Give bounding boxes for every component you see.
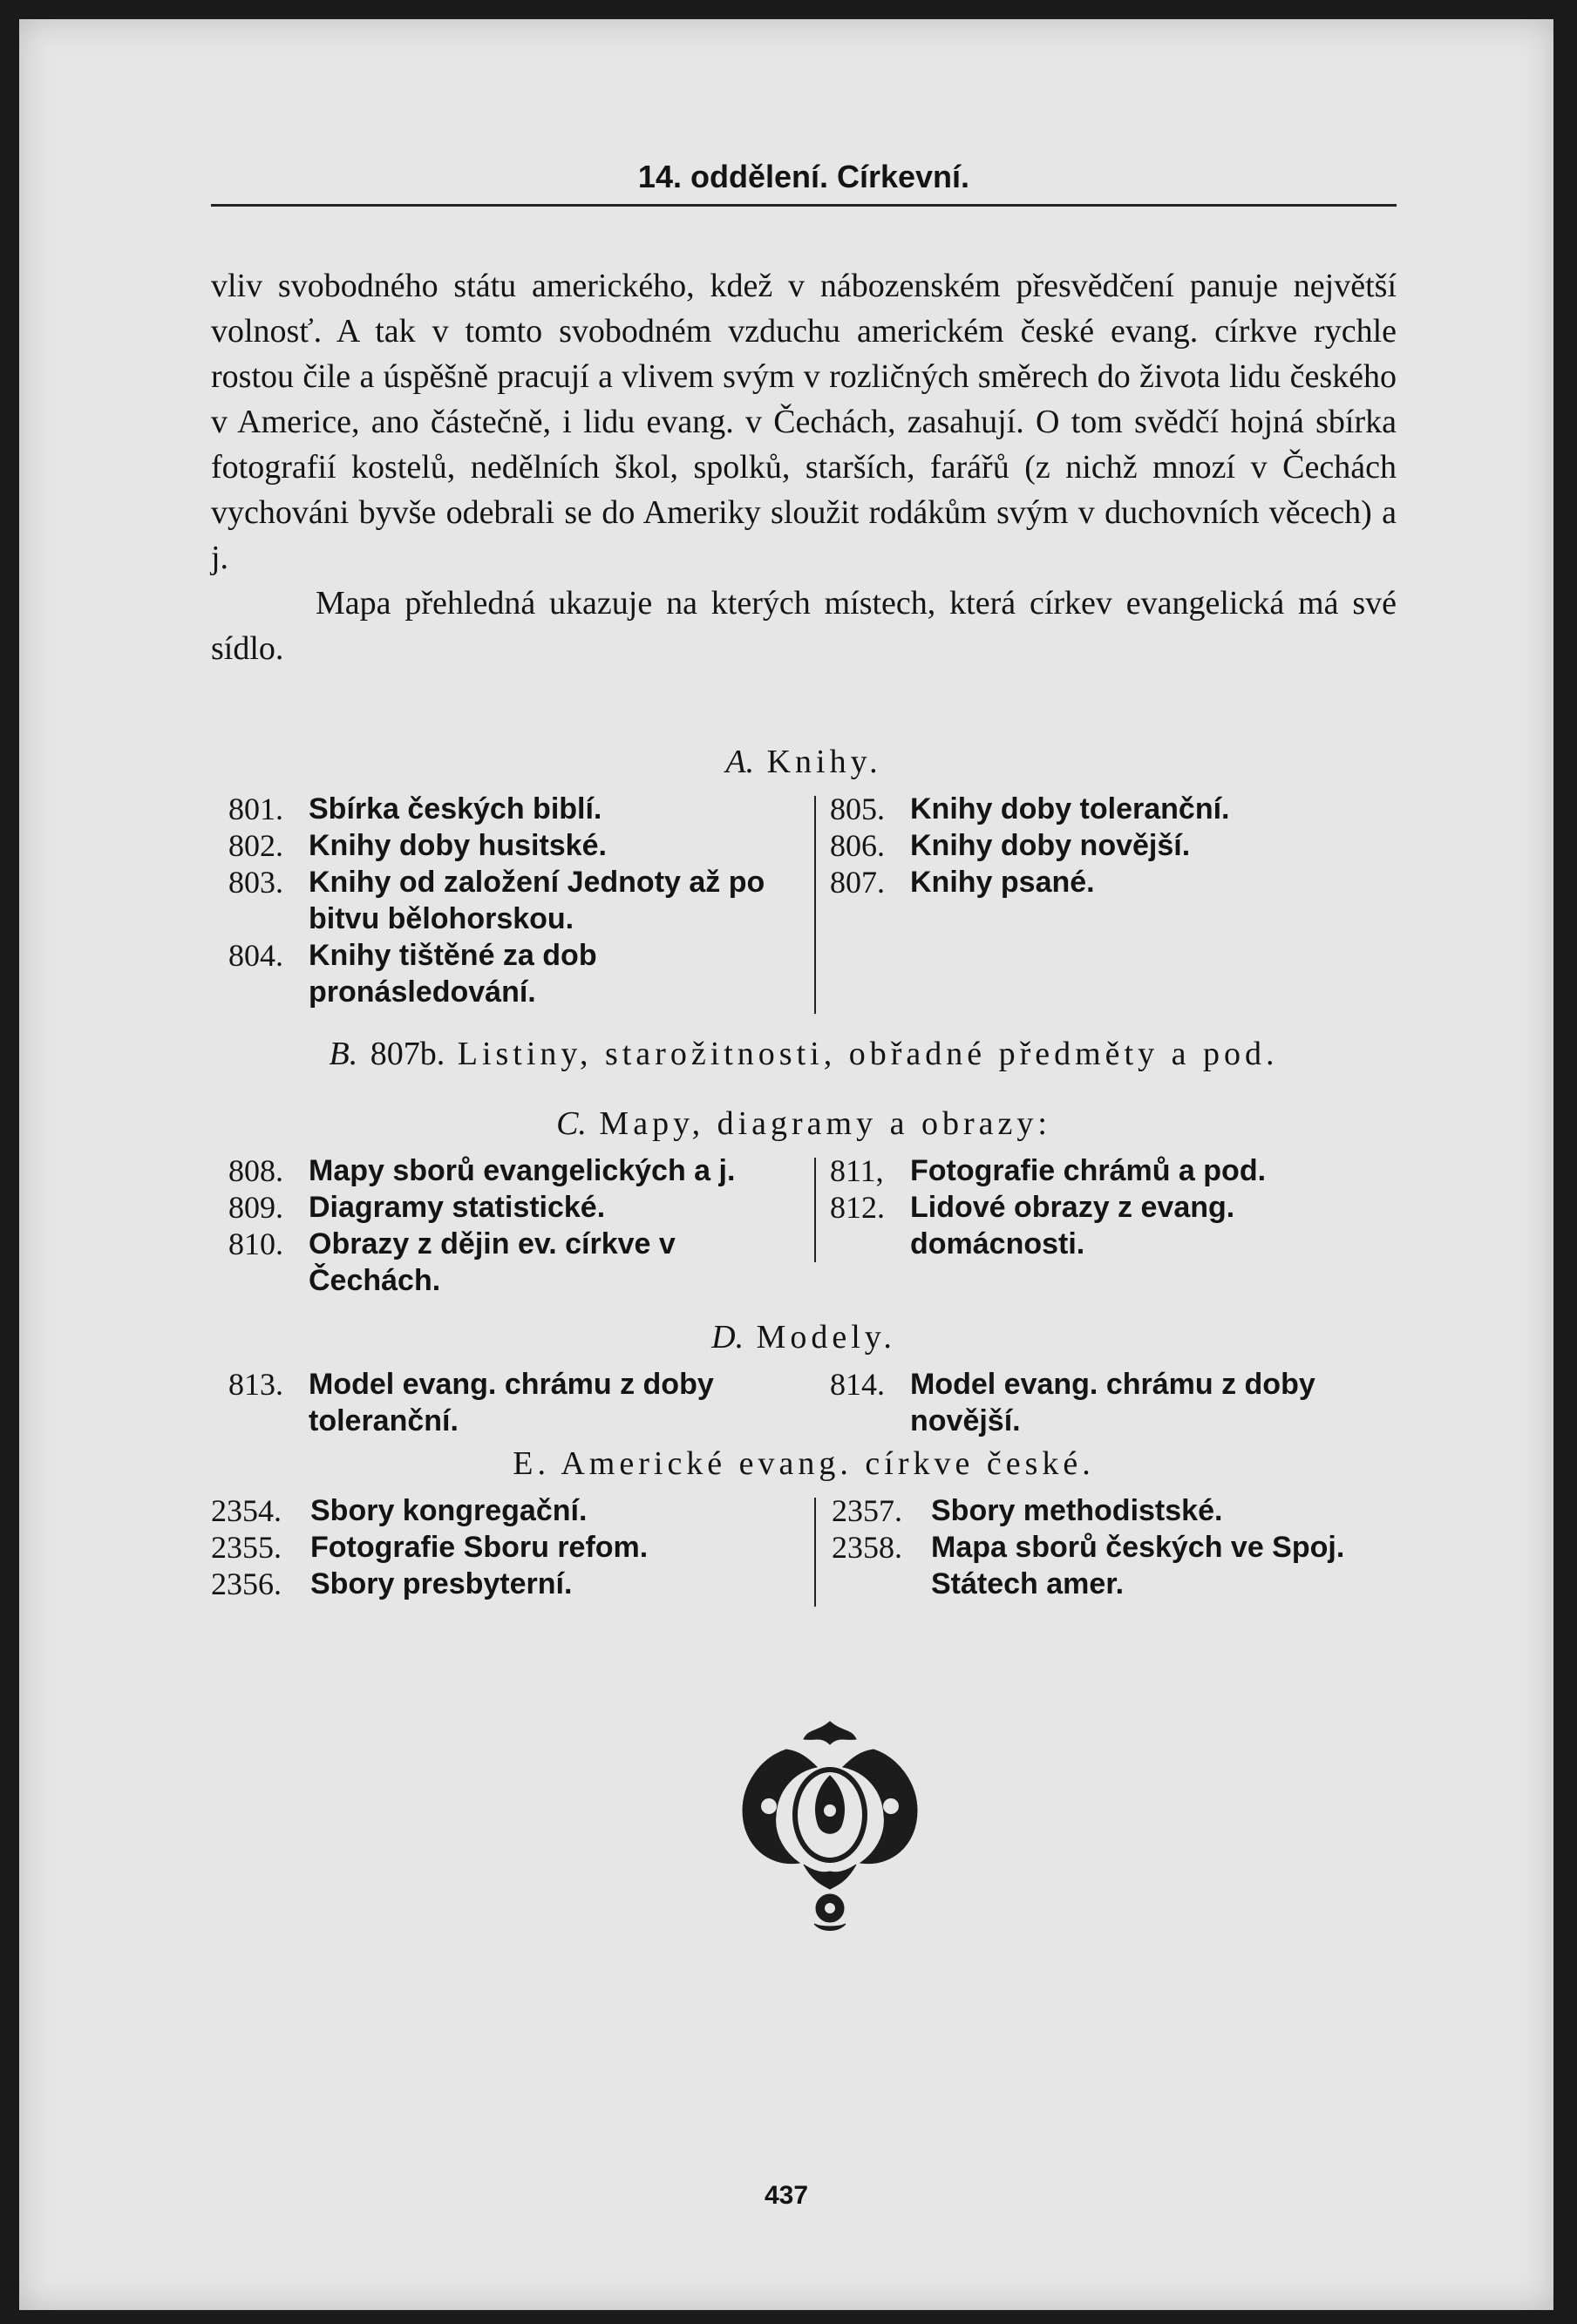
list-item (830, 1189, 1414, 1262)
item-number: 807. (830, 865, 885, 900)
section-a-left-column (228, 791, 795, 1010)
item-text: Knihy tištěné za dob pronásledování. (309, 939, 597, 1009)
page (19, 19, 1553, 2310)
section-d-letter: D. (711, 1319, 744, 1356)
list-item (228, 864, 795, 937)
section-c-letter: C. (556, 1105, 587, 1142)
section-b-title: Listiny, starožitnosti, obřadné předměty a pod. (457, 1036, 1279, 1072)
item-text: Obrazy z dějin ev. církve v Čechách. (309, 1227, 676, 1297)
item-text: Knihy doby toleranční. (910, 792, 1230, 826)
item-number: 804. (228, 938, 283, 973)
list-item (830, 1366, 1414, 1439)
list-item (832, 1492, 1398, 1529)
item-text: Mapy sborů evangelických a j. (309, 1154, 736, 1187)
item-text: Model evang. chrámu z doby novější. (910, 1368, 1315, 1437)
section-a-right-column (830, 791, 1414, 900)
item-number: 2355. (211, 1530, 282, 1565)
section-a-title: Knihy. (766, 744, 882, 780)
item-number: 2358. (832, 1530, 902, 1565)
item-text: Fotografie chrámů a pod. (910, 1154, 1267, 1187)
section-b-number: 807b. (370, 1036, 445, 1072)
section-c-left-column (228, 1152, 795, 1299)
item-number: 801. (228, 792, 283, 826)
item-number: 2354. (211, 1493, 282, 1528)
item-text: Fotografie Sboru refom. (310, 1531, 649, 1564)
floral-ornament-icon (734, 1715, 926, 1937)
list-item (830, 791, 1414, 827)
item-number: 808. (228, 1153, 283, 1188)
header-rule (211, 204, 1397, 207)
list-item (228, 1226, 795, 1299)
item-text: Knihy doby husitské. (309, 829, 607, 862)
item-text: Model evang. chrámu z doby toleranční. (309, 1368, 714, 1437)
column-divider (814, 796, 816, 1014)
section-b-letter: B. (329, 1036, 358, 1072)
item-text: Sbory methodistské. (931, 1494, 1223, 1527)
list-item (211, 1566, 778, 1602)
column-divider (814, 1158, 816, 1262)
section-e-left-column (211, 1492, 778, 1602)
item-number: 814. (830, 1367, 885, 1402)
item-number: 806. (830, 828, 885, 863)
list-item (830, 827, 1414, 864)
column-divider (814, 1498, 816, 1607)
section-e-heading: E. Americké evang. církve české. (513, 1445, 1095, 1482)
item-text: Knihy psané. (910, 866, 1095, 899)
list-item (228, 1152, 795, 1189)
item-text: Knihy od založení Jednoty až po bitvu bělohorskou. (309, 866, 765, 935)
item-text: Mapa sborů českých ve Spoj. Státech amer. (931, 1531, 1345, 1600)
page-number: 437 (764, 2181, 809, 2210)
section-e-right-column (832, 1492, 1398, 1602)
list-item (228, 827, 795, 864)
list-item (228, 791, 795, 827)
item-text: Lidové obrazy z evang. domácnosti. (910, 1191, 1235, 1261)
section-a-heading (211, 743, 1397, 781)
section-c-heading (211, 1104, 1397, 1143)
item-text: Sbírka českých biblí. (309, 792, 602, 826)
item-number: 810. (228, 1227, 283, 1261)
list-item (228, 1189, 795, 1226)
page-header: 14. oddělení. Církevní. (637, 159, 970, 194)
item-text: Diagramy statistické. (309, 1191, 606, 1224)
intro-paragraph-1: vliv svobodného státu amerického, kdež v nábozenském přesvědčení panuje největší volnosť. A tak v tomto svobodném vzduchu americkém české evang. církve rychle rostou čile a úspěšně pracují a vlivem svým v rozličných směrech do života lidu českého v Americe, ano částečně, i lidu evang. v Čechách, zasahují. O tom svědčí hojná sbírka fotografií kostelů, nedělních škol, spolků, starších, farářů (z nichž mnozí v Čechách vychováni byvše odebrali se do Ameriky sloužit rodákům svým v duchovních věcech) a j. (211, 268, 1397, 576)
section-b-heading (211, 1035, 1397, 1073)
item-number: 2356. (211, 1566, 282, 1601)
list-item (830, 864, 1414, 900)
item-number: 2357. (832, 1493, 902, 1528)
item-text: Knihy doby novější. (910, 829, 1191, 862)
intro-text (211, 263, 1397, 671)
item-number: 812. (830, 1190, 885, 1225)
section-c-right-column (830, 1152, 1414, 1262)
item-text: Sbory presbyterní. (310, 1567, 573, 1600)
list-item (228, 1366, 795, 1439)
section-a-letter: A. (725, 744, 755, 780)
list-item (211, 1492, 778, 1529)
item-number: 809. (228, 1190, 283, 1225)
section-d-title: Modely. (756, 1319, 896, 1356)
item-text: Sbory kongregační. (310, 1494, 588, 1527)
intro-paragraph-2: Mapa přehledná ukazuje na kterých místech, která církev evangelická má své sídlo. (211, 585, 1397, 667)
item-number: 802. (228, 828, 283, 863)
list-item (211, 1529, 778, 1566)
section-d-right-column (830, 1366, 1414, 1439)
list-item (832, 1529, 1398, 1602)
item-number: 803. (228, 865, 283, 900)
section-c-title: Mapy, diagramy a obrazy: (599, 1105, 1051, 1142)
section-d-left-column (228, 1366, 795, 1439)
section-d-heading (211, 1318, 1397, 1356)
item-number: 813. (228, 1367, 283, 1402)
item-number: 811, (830, 1153, 884, 1188)
list-item (228, 937, 795, 1010)
list-item (830, 1152, 1414, 1189)
item-number: 805. (830, 792, 885, 826)
